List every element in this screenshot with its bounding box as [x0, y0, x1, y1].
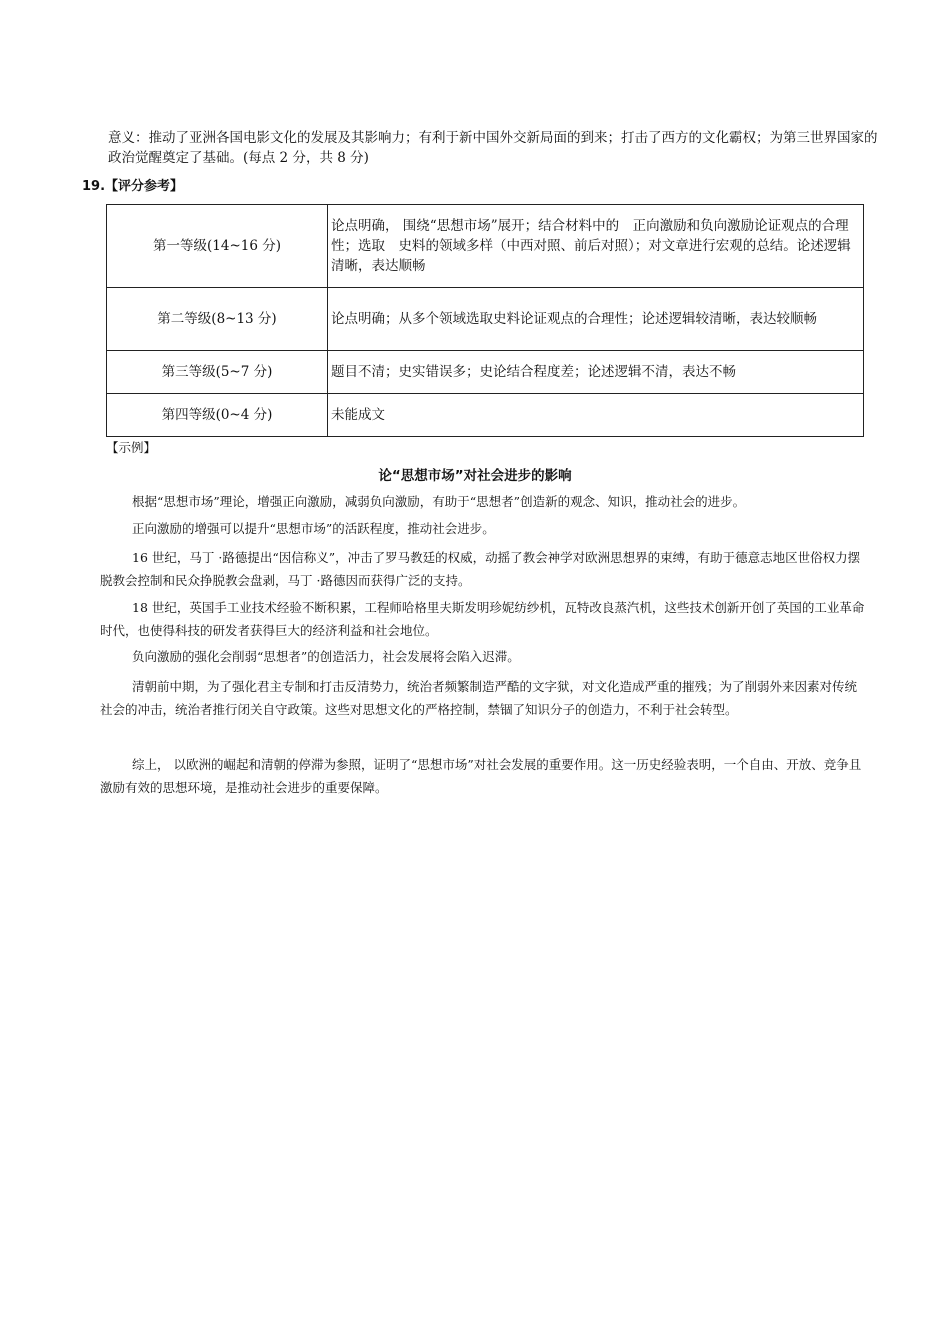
question-19-heading: 19.【评分参考】 [82, 179, 184, 194]
grade-criteria: 论点明确， 围绕“思想市场”展开；结合材料中的 正向激励和负向激励论证观点的合理性；选取 史料的领域多样（中西对照、前后对照）；对文章进行宏观的总结。论述逻辑清晰，表达顺畅 [328, 205, 864, 288]
essay-paragraph: 根据“思想市场”理论，增强正向激励，减弱负向激励，有助于“思想者”创造新的观念、知识，推动社会的进步。 [132, 494, 746, 509]
significance-paragraph: 意义：推动了亚洲各国电影文化的发展及其影响力；有利于新中国外交新局面的到来；打击了西方的文化霸权；为第三世界国家的政治觉醒奠定了基础。(每点 2 分，共 8 分) [108, 130, 878, 166]
essay-paragraph: 16 世纪，马丁 ·路德提出“因信称义”，冲击了罗马教廷的权威，动摇了教会神学对欧洲思想界的束缚，有助于德意志地区世俗权力摆脱教会控制和民众挣脱教会盘剥，马丁 ·路德因而获得广泛的支持。 [100, 550, 861, 588]
grade-criteria: 题目不清；史实错误多；史论结合程度差；论述逻辑不清，表达不畅 [328, 351, 864, 394]
essay-paragraph: 综上， 以欧洲的崛起和清朝的停滞为参照，证明了“思想市场”对社会发展的重要作用。这一历史经验表明，一个自由、开放、竞争且激励有效的思想环境，是推动社会进步的重要保障。 [100, 757, 862, 795]
table-row [107, 205, 864, 288]
table-row [107, 351, 864, 394]
table-row [107, 288, 864, 351]
grade-criteria: 论点明确；从多个领域选取史料论证观点的合理性；论述逻辑较清晰，表达较顺畅 [328, 288, 864, 351]
example-label: 【示例】 [106, 440, 157, 455]
essay-paragraph: 正向激励的增强可以提升“思想市场”的活跃程度，推动社会进步。 [132, 521, 495, 536]
essay-paragraph: 18 世纪，英国手工业技术经验不断积累，工程师哈格里夫斯发明珍妮纺纱机，瓦特改良蒸汽机，这些技术创新开创了英国的工业革命时代，也使得科技的研发者获得巨大的经济利益和社会地位。 [100, 600, 865, 638]
grade-level: 第四等级(0~4 分) [107, 394, 328, 437]
grading-table [106, 204, 864, 437]
essay-paragraph: 清朝前中期，为了强化君主专制和打击反清势力，统治者频繁制造严酷的文字狱，对文化造成严重的摧残；为了削弱外来因素对传统社会的冲击，统治者推行闭关自守政策。这些对思想文化的严格控制，禁锢了知识分子的创造力，不利于社会转型。 [100, 679, 858, 717]
essay-title: 论“思想市场”对社会进步的影响 [378, 468, 572, 484]
grade-level: 第二等级(8~13 分) [107, 288, 328, 351]
table-row [107, 394, 864, 437]
grade-criteria: 未能成文 [328, 394, 864, 437]
grade-level: 第一等级(14~16 分) [107, 205, 328, 288]
grade-level: 第三等级(5~7 分) [107, 351, 328, 394]
essay-paragraph: 负向激励的强化会削弱“思想者”的创造活力，社会发展将会陷入迟滞。 [132, 649, 520, 664]
